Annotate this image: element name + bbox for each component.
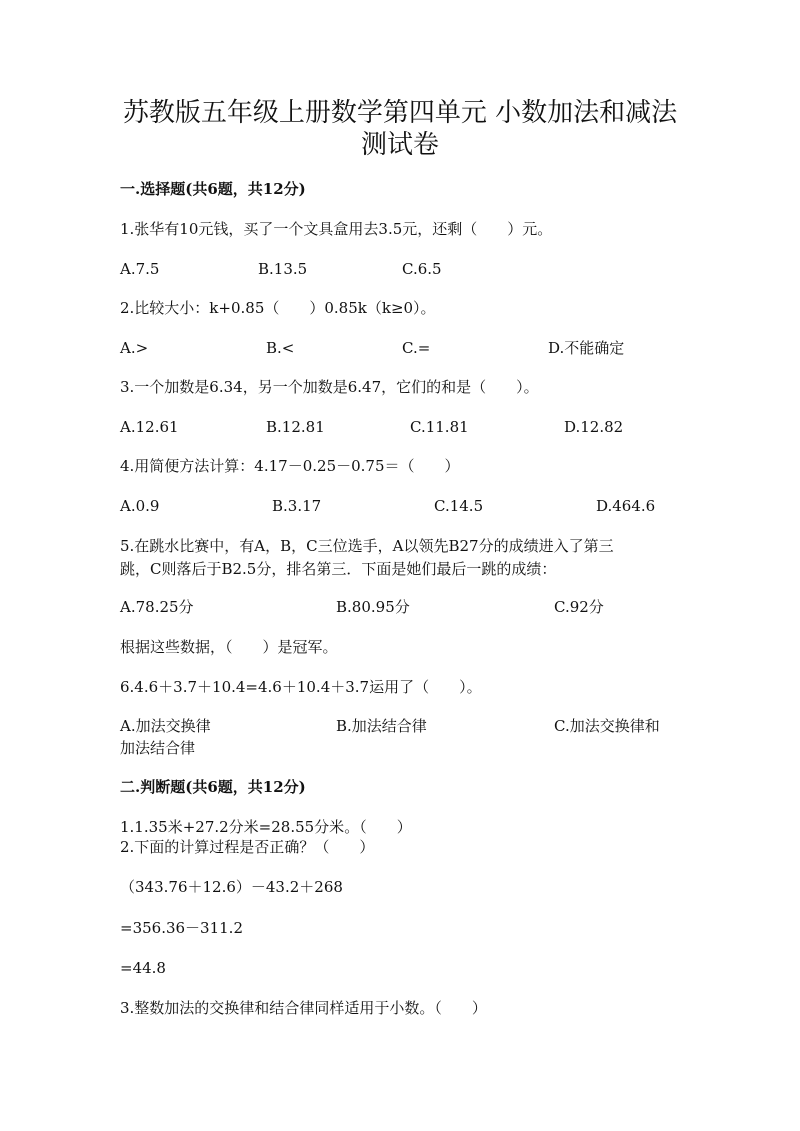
question-4-option-b: B.3.17 [272, 497, 322, 515]
question-4-option-a: A.0.9 [120, 497, 160, 515]
question-3-option-d: D.12.82 [564, 418, 624, 436]
question-1-option-c: C.6.5 [402, 260, 442, 278]
document-title-line2: 测试卷 [360, 130, 439, 160]
question-2-option-c: C.= [402, 339, 431, 357]
question-6-option-c: C.加法交换律和 [554, 717, 660, 735]
question-5-option-a: A.78.25分 [120, 598, 194, 616]
question-6: 6.4.6＋3.7＋10.4=4.6＋10.4＋3.7运用了（ ）。 [120, 678, 482, 696]
question-1-option-b: B.13.5 [258, 260, 308, 278]
section-heading-judgement: 二.判断题(共6题，共12分) [120, 778, 306, 796]
question-6-option-c-wrap: 加法结合律 [120, 739, 196, 757]
question-2-option-b: B.< [266, 339, 295, 357]
question-4-option-d: D.464.6 [596, 497, 656, 515]
question-2: 2.比较大小：k+0.85（ ）0.85k（k≥0）。 [120, 299, 436, 317]
question-4-option-c: C.14.5 [434, 497, 484, 515]
question-5-option-b: B.80.95分 [336, 598, 410, 616]
question-5-followup: 根据这些数据，（ ）是冠军。 [120, 638, 338, 656]
question-6-option-b: B.加法结合律 [336, 717, 427, 735]
judgement-question-2-calc-2: =356.36－311.2 [120, 919, 243, 937]
judgement-question-3: 3.整数加法的交换律和结合律同样适用于小数。（ ） [120, 999, 487, 1017]
judgement-question-2: 2.下面的计算过程是否正确？（ ） [120, 838, 375, 856]
question-1: 1.张华有10元钱，买了一个文具盒用去3.5元，还剩（ ）元。 [120, 220, 553, 238]
question-4: 4.用简便方法计算：4.17－0.25－0.75＝（ ） [120, 457, 460, 475]
judgement-question-2-calc-3: =44.8 [120, 959, 166, 977]
question-5-option-c: C.92分 [554, 598, 604, 616]
judgement-question-2-calc-1: （343.76＋12.6）－43.2＋268 [120, 878, 343, 896]
question-6-option-a: A.加法交换律 [120, 717, 211, 735]
question-3-option-b: B.12.81 [266, 418, 325, 436]
question-3-option-c: C.11.81 [410, 418, 469, 436]
question-5-line1: 5.在跳水比赛中，有A，B，C三位选手，A以领先B27分的成绩进入了第三 [120, 537, 614, 555]
judgement-question-1: 1.1.35米+27.2分米=28.55分米。（ ） [120, 818, 412, 836]
question-2-option-a: A.> [120, 339, 149, 357]
section-heading-choice: 一.选择题(共6题，共12分) [120, 180, 306, 198]
question-2-option-d: D.不能确定 [548, 339, 625, 357]
document-title-line1: 苏教版五年级上册数学第四单元 小数加法和减法 [122, 98, 678, 128]
question-5-line2: 跳，C则落后于B2.5分，排名第三．下面是她们最后一跳的成绩： [120, 560, 557, 578]
question-3-option-a: A.12.61 [120, 418, 179, 436]
question-1-option-a: A.7.5 [120, 260, 160, 278]
question-3: 3.一个加数是6.34，另一个加数是6.47，它们的和是（ ）。 [120, 378, 539, 396]
